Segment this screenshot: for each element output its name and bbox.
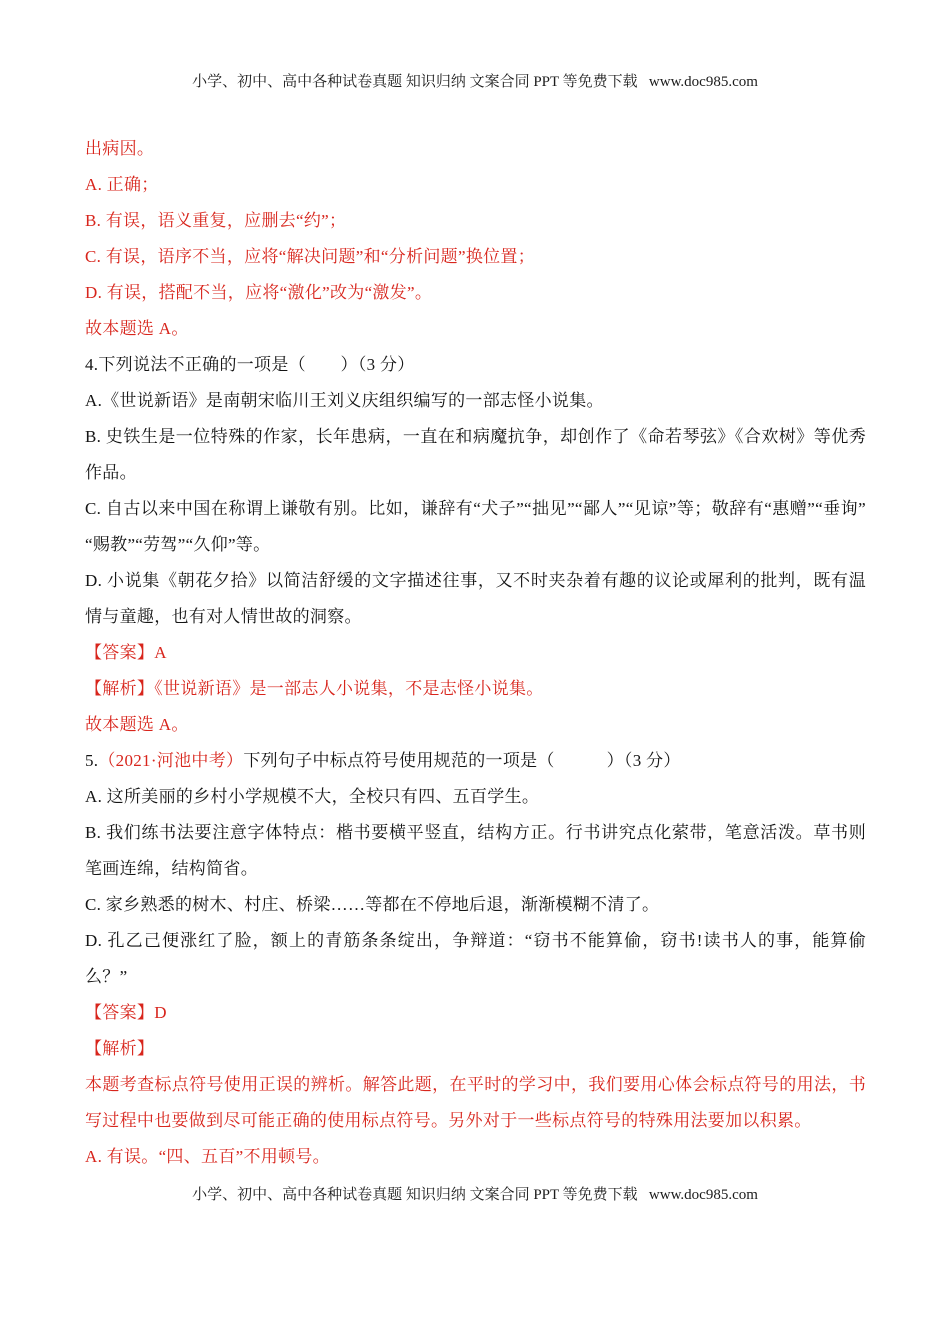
q5-option-c — [85, 887, 866, 923]
q4-option-d — [85, 563, 866, 635]
q3-option-c-analysis-text-segment: C. 有误，语序不当，应将“解决问题”和“分析问题”换位置； — [85, 247, 536, 266]
q3-analysis-tail-text-segment: 出病因。 — [85, 139, 155, 158]
q5-option-a-analysis — [85, 1139, 866, 1175]
q5-analysis-body — [85, 1067, 866, 1139]
q4-option-b-text-segment: B. 史铁生是一位特殊的作家，长年患病，一直在和病魔抗争，却创作了《命若琴弦》《合欢树》等优秀作品。 — [85, 427, 866, 482]
q4-stem — [85, 347, 866, 383]
q5-option-c-text-segment: C. 家乡熟悉的树木、村庄、桥梁……等都在不停地后退，渐渐模糊不清了。 — [85, 895, 660, 914]
q5-answer-text-segment: 【答案】D — [85, 1003, 167, 1022]
page-footer: 小学、初中、高中各种试卷真题 知识归纳 文案合同 PPT 等免费下载 www.doc985.com — [192, 1187, 758, 1203]
q5-option-b-text-segment: B. 我们练书法要注意字体特点：楷书要横平竖直，结构方正。行书讲究点化萦带，笔意活泼。草书则笔画连绵，结构简省。 — [85, 823, 866, 878]
q3-option-c-analysis — [85, 239, 866, 275]
q5-answer — [85, 995, 866, 1031]
q5-option-a — [85, 779, 866, 815]
q4-conclusion — [85, 707, 866, 743]
q3-option-b-analysis — [85, 203, 866, 239]
q3-option-b-analysis-text-segment: B. 有误，语义重复，应删去“约”； — [85, 211, 347, 230]
q3-option-a-analysis-text-segment: A. 正确； — [85, 175, 159, 194]
q3-option-d-analysis — [85, 275, 866, 311]
q4-option-a-text-segment: A.《世说新语》是南朝宋临川王刘义庆组织编写的一部志怪小说集。 — [85, 391, 604, 410]
q5-option-b — [85, 815, 866, 887]
q5-stem — [85, 743, 866, 779]
q4-option-d-text-segment: D. 小说集《朝花夕拾》以简洁舒缓的文字描述往事，又不时夹杂着有趣的议论或犀利的批判，既有温情与童趣，也有对人情世故的洞察。 — [85, 571, 866, 626]
document-body — [85, 131, 866, 1175]
q5-option-d — [85, 923, 866, 995]
q5-analysis-label-text-segment: 【解析】 — [85, 1039, 155, 1058]
q4-option-b — [85, 419, 866, 491]
q3-conclusion-text-segment: 故本题选 A。 — [85, 319, 189, 338]
q5-stem-text-segment: （2021·河池中考） — [98, 751, 244, 770]
q3-conclusion — [85, 311, 866, 347]
q4-stem-text-segment: 4.下列说法不正确的一项是（ ）（3 分） — [85, 355, 415, 374]
page-header: 小学、初中、高中各种试卷真题 知识归纳 文案合同 PPT 等免费下载 www.doc985.com — [192, 74, 758, 90]
q5-stem-text-segment: 下列句子中标点符号使用规范的一项是（ ）（3 分） — [243, 751, 681, 770]
q5-option-a-text-segment: A. 这所美丽的乡村小学规模不大，全校只有四、五百学生。 — [85, 787, 540, 806]
q4-option-c — [85, 491, 866, 563]
q5-option-a-analysis-text-segment: A. 有误。“四、五百”不用顿号。 — [85, 1147, 330, 1166]
q4-answer-text-segment: 【答案】A — [85, 643, 167, 662]
q4-option-c-text-segment: C. 自古以来中国在称谓上谦敬有别。比如，谦辞有“犬子”“拙见”“鄙人”“见谅”等；敬辞有“惠赠”“垂询”“赐教”“劳驾”“久仰”等。 — [85, 499, 866, 554]
q4-analysis — [85, 671, 866, 707]
q4-answer — [85, 635, 866, 671]
q5-analysis-label — [85, 1031, 866, 1067]
q4-analysis-text-segment: 【解析】《世说新语》是一部志人小说集，不是志怪小说集。 — [85, 679, 544, 698]
q3-option-a-analysis — [85, 167, 866, 203]
q5-analysis-body-text-segment: 本题考查标点符号使用正误的辨析。解答此题，在平时的学习中，我们要用心体会标点符号的用法，书写过程中也要做到尽可能正确的使用标点符号。另外对于一些标点符号的特殊用法要加以积累。 — [85, 1075, 866, 1130]
q3-analysis-tail — [85, 131, 866, 167]
q5-option-d-text-segment: D. 孔乙己便涨红了脸，额上的青筋条条绽出，争辩道：“窃书不能算偷，窃书!读书人的事，能算偷么？” — [85, 931, 866, 986]
q5-stem-text-segment: 5. — [85, 751, 99, 770]
q4-option-a — [85, 383, 866, 419]
q4-conclusion-text-segment: 故本题选 A。 — [85, 715, 189, 734]
q3-option-d-analysis-text-segment: D. 有误，搭配不当，应将“激化”改为“激发”。 — [85, 283, 433, 302]
